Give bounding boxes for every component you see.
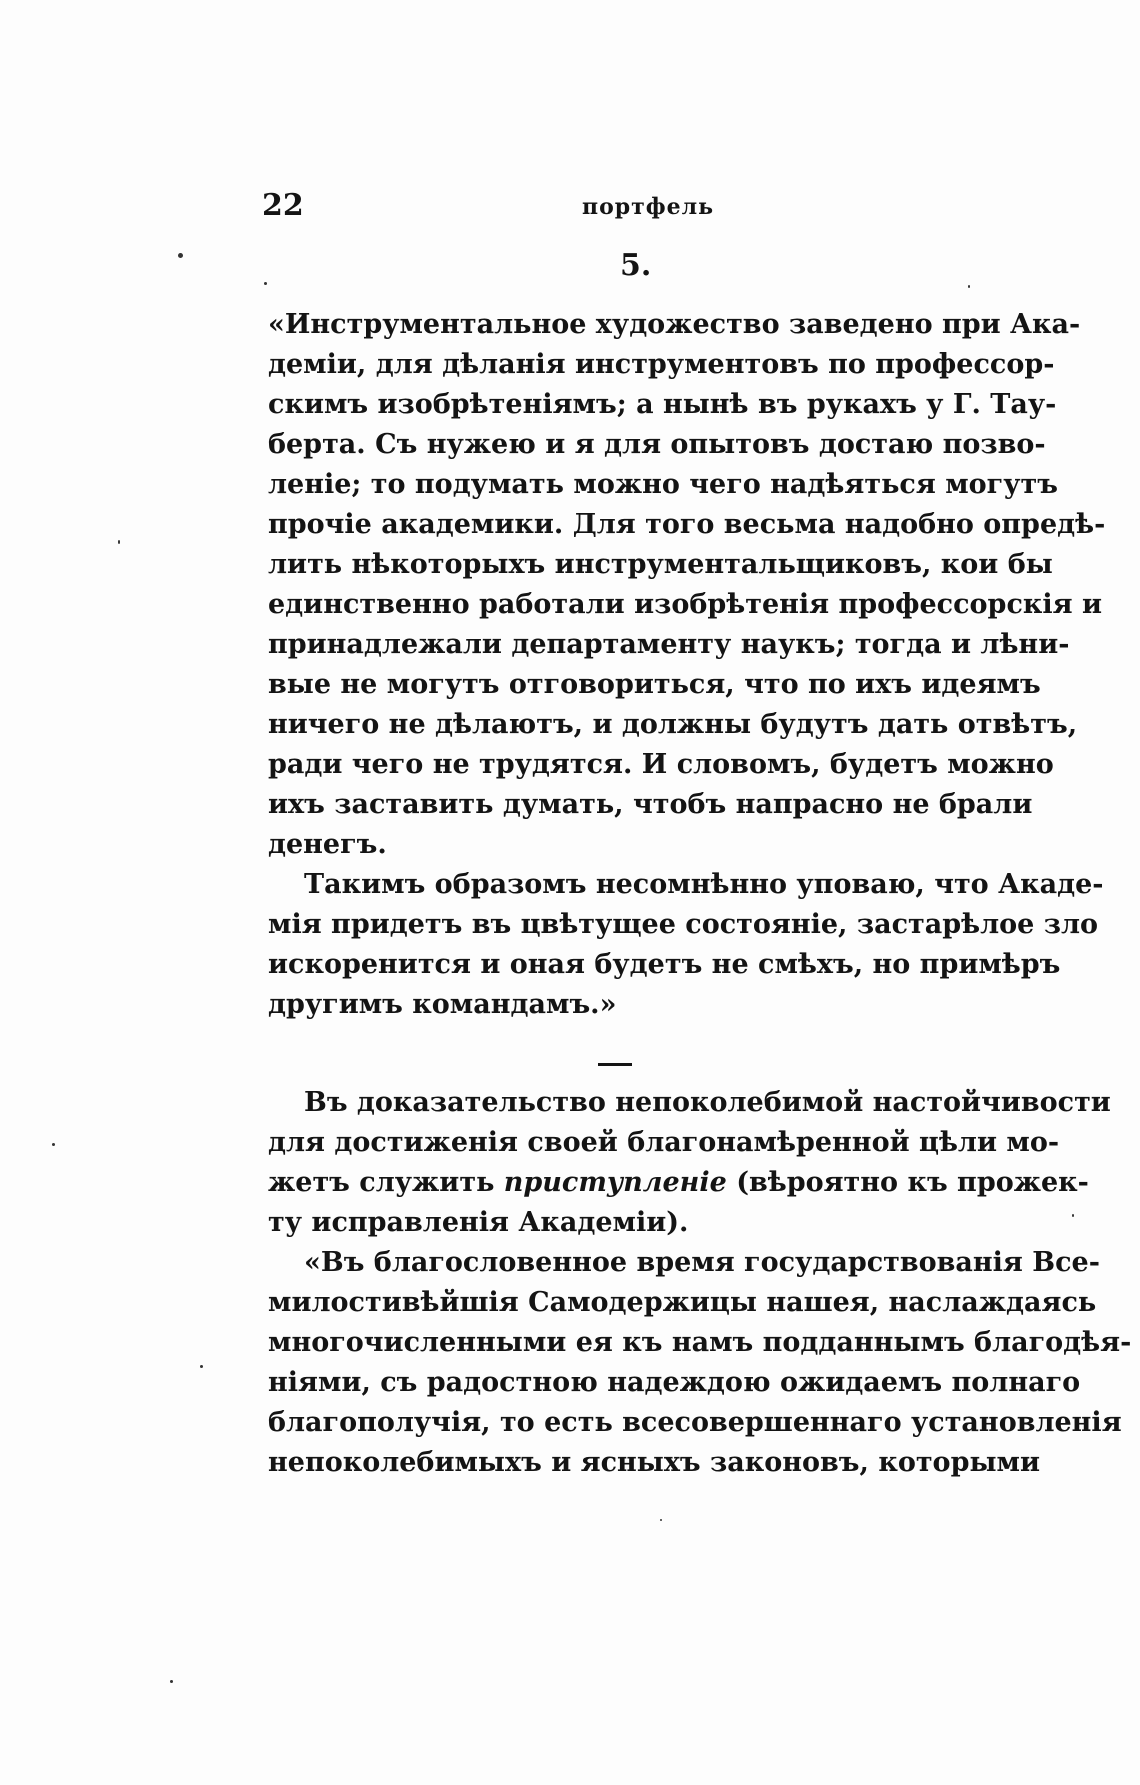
section-divider [598,1063,632,1066]
text-line-with-emphasis [268,1163,1089,1203]
commentary-block [268,1083,1132,1483]
text-line: леніе; то подумать можно чего надѣяться могутъ [268,469,1058,500]
text-line: другимъ командамъ.» [268,989,617,1020]
text-fragment: жетъ служить [268,1167,504,1198]
section-divider-text [598,1040,599,1041]
scan-speck [264,282,267,285]
running-title: портфель [582,194,715,220]
text-line: Въ доказательство непоколебимой настойчивости [304,1087,1111,1118]
text-line: ніями, съ радостною надеждою ожидаемъ полнаго [268,1367,1081,1398]
text-line: ничего не дѣлаютъ, и должны будутъ дать отвѣтъ, [268,709,1078,740]
scan-speck [200,1365,203,1368]
text-line: деміи, для дѣланія инструментовъ по профессор- [268,349,1055,380]
text-line: благополучія, то есть всесовершеннаго установленія [268,1407,1122,1438]
text-line: принадлежали департаменту наукъ; тогда и лѣни- [268,629,1070,660]
page-number: 22 [262,188,304,223]
text-line: ихъ заставить думать, чтобъ напрасно не брали [268,789,1033,820]
letter-quote-block [268,305,1106,1025]
scan-speck [170,1680,173,1683]
text-line: «Инструментальное художество заведено при Ака- [268,309,1081,340]
scan-speck [178,253,183,258]
text-line: многочисленными ея къ намъ подданнымъ благодѣя- [268,1327,1132,1358]
text-line: берта. Съ нужею и я для опытовъ достаю позво- [268,429,1046,460]
scan-speck [1072,1214,1074,1217]
section-number: 5. [620,248,652,283]
scan-speck [52,1143,55,1146]
text-line: непоколебимыхъ и ясныхъ законовъ, которыми [268,1447,1040,1478]
text-line: ту исправленія Академіи). [268,1207,689,1238]
scan-speck [660,1519,662,1521]
text-line: для достиженія своей благонамѣренной цѣли мо- [268,1127,1060,1158]
text-line: Такимъ образомъ несомнѣнно уповаю, что Акаде- [304,869,1104,900]
text-line: лить нѣкоторыхъ инструментальщиковъ, кои бы [268,549,1053,580]
text-line: единственно работали изобрѣтенія профессорскія и [268,589,1103,620]
text-line: скимъ изобрѣтеніямъ; а нынѣ въ рукахъ у Г. Тау- [268,389,1057,420]
text-fragment: (вѣроятно къ прожек- [726,1167,1089,1198]
text-line: искоренится и оная будетъ не смѣхъ, но примѣръ [268,949,1061,980]
text-line: ради чего не трудятся. И словомъ, будетъ можно [268,749,1054,780]
scan-speck [118,540,120,544]
text-line: вые не могутъ отговориться, что по ихъ идеямъ [268,669,1041,700]
text-line: милостивѣйшія Самодержицы нашея, наслаждаясь [268,1287,1097,1318]
running-head [262,188,732,228]
scan-speck [968,285,970,288]
text-line: «Въ благословенное время государствованія Все- [304,1247,1100,1278]
text-line: денегъ. [268,829,387,860]
text-line: мія придетъ въ цвѣтущее состояніе, застарѣлое зло [268,909,1099,940]
text-line: прочіе академики. Для того весьма надобно опредѣ- [268,509,1106,540]
emphasized-term: приступленіе [503,1167,727,1198]
